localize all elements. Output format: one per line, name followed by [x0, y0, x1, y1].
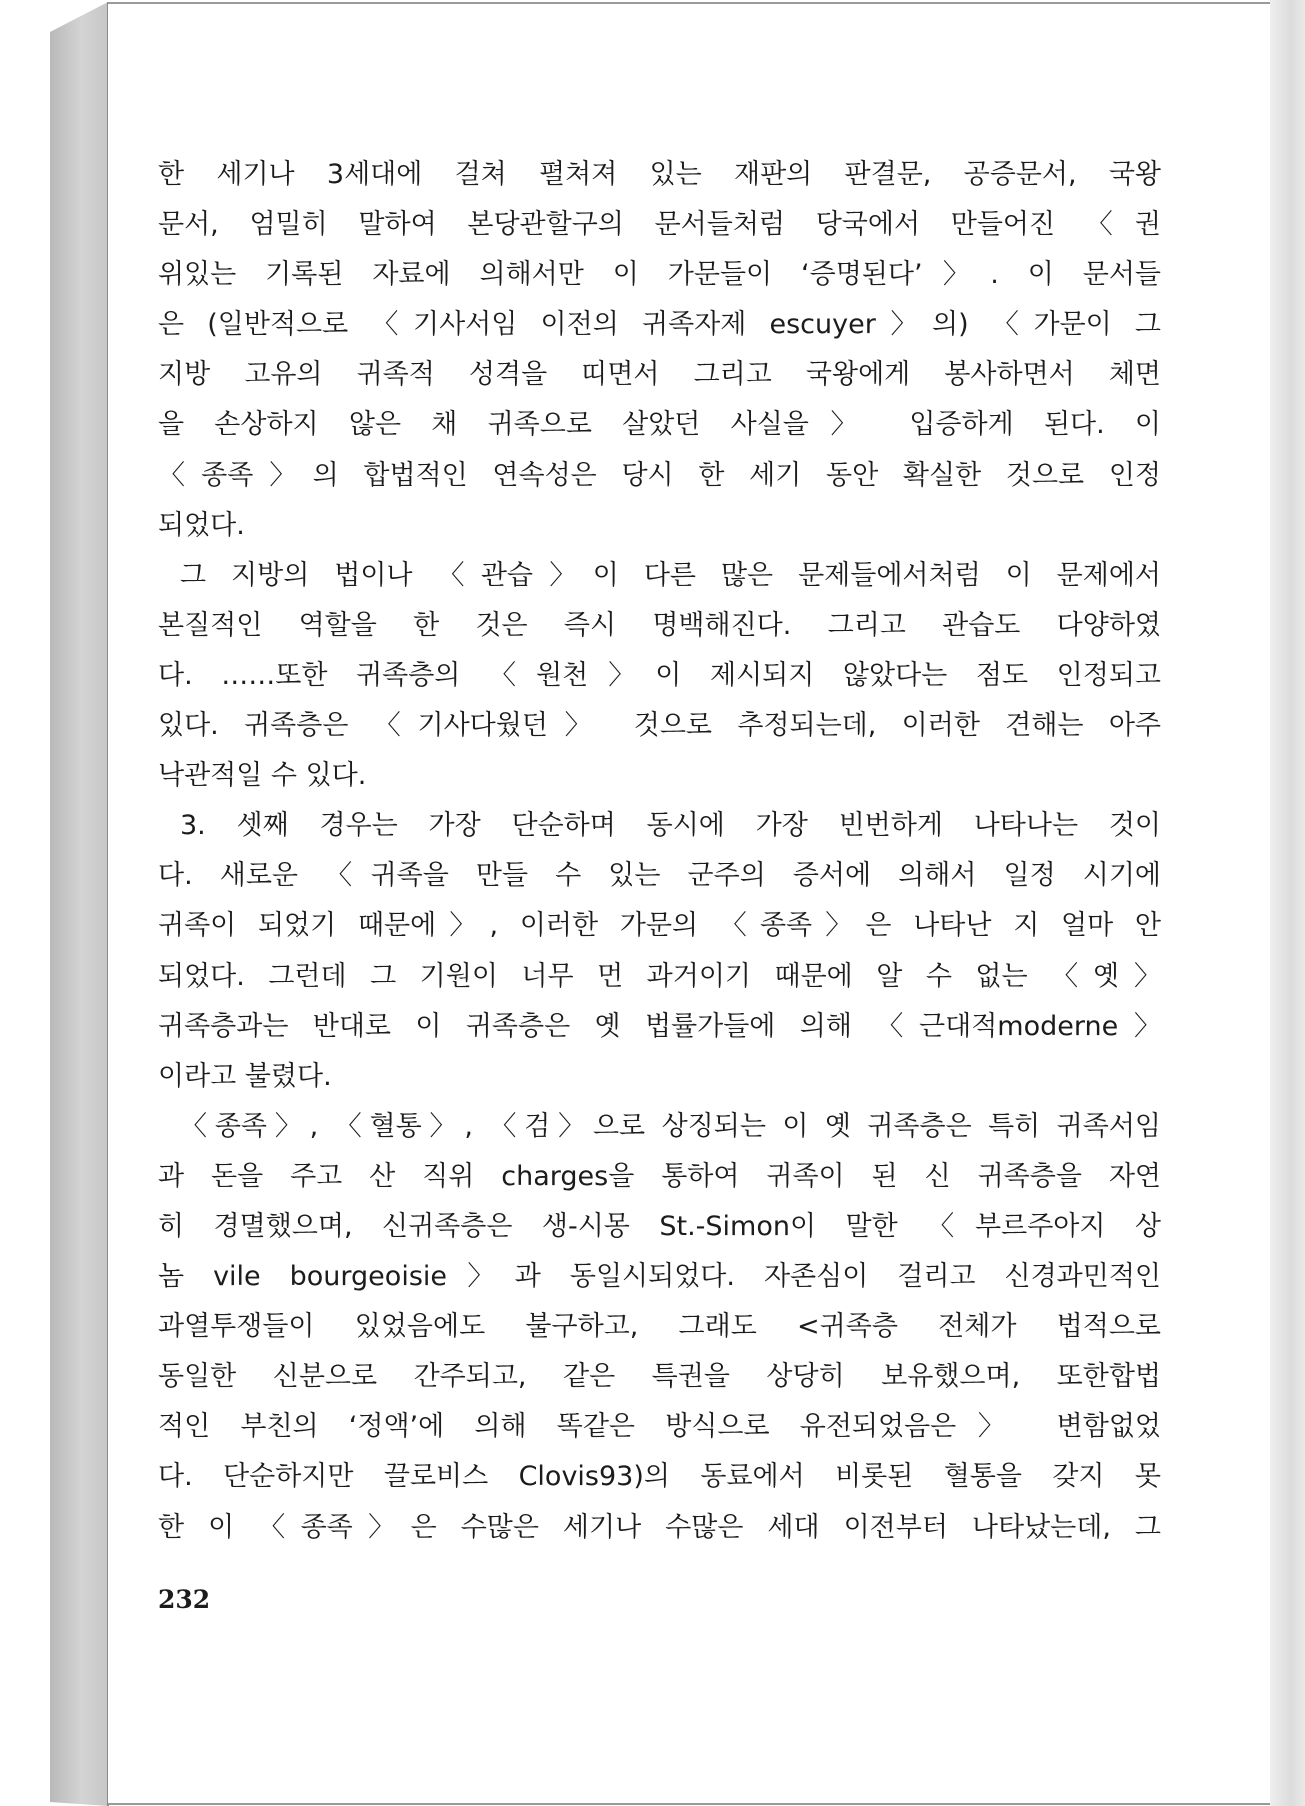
- text-line: 3. 셋째 경우는 가장 단순하며 동시에 가장 빈번하게 나타나는 것이: [180, 810, 1161, 842]
- page-bottom-border: [108, 1803, 1278, 1805]
- text-line: 문서, 엄밀히 말하여 본당관할구의 문서들처럼 당국에서 만들어진 〈권: [158, 209, 1161, 241]
- text-line: 과열투쟁들이 있었음에도 불구하고, 그래도 <귀족층 전체가 법적으로: [158, 1311, 1161, 1343]
- text-line: 은 (일반적으로 〈기사서임 이전의 귀족자제 escuyer〉의) 〈가문이 그: [158, 309, 1161, 341]
- text-line: 귀족층과는 반대로 이 귀족층은 옛 법률가들에 의해 〈근대적moderne〉: [158, 1010, 1161, 1042]
- text-line: 이라고 불렸다.: [158, 1060, 332, 1092]
- text-line: 한 세기나 3세대에 걸쳐 펼쳐져 있는 재판의 판결문, 공증문서, 국왕: [158, 159, 1161, 190]
- text-line: 〈종족〉, 〈혈통〉, 〈검〉으로 상징되는 이 옛 귀족층은 특히 귀족서임: [180, 1110, 1161, 1142]
- page-number: 232: [158, 1585, 211, 1614]
- text-line: 히 경멸했으며, 신귀족층은 생-시몽 St.-Simon이 말한 〈부르주아지 상: [158, 1210, 1161, 1242]
- text-line: 놈 vile bourgeoisie〉과 동일시되었다. 자존심이 걸리고 신경과민적인: [158, 1261, 1161, 1293]
- text-line: 위있는 기록된 자료에 의해서만 이 가문들이 ‘증명된다’〉. 이 문서들: [158, 259, 1161, 291]
- text-line: 되었다.: [158, 509, 245, 541]
- text-line: 적인 부친의 ‘정액’에 의해 똑같은 방식으로 유전되었음은〉 변함없었: [158, 1411, 1161, 1443]
- text-line: 동일한 신분으로 간주되고, 같은 특권을 상당히 보유했으며, 또한합법: [158, 1361, 1161, 1393]
- text-line: 지방 고유의 귀족적 성격을 띠면서 그리고 국왕에게 봉사하면서 체면: [158, 359, 1161, 391]
- text-line: 다. 새로운 〈귀족을 만들 수 있는 군주의 증서에 의해서 일정 시기에: [158, 860, 1161, 892]
- text-line: 을 손상하지 않은 채 귀족으로 살았던 사실을〉 입증하게 된다. 이: [158, 409, 1161, 441]
- text-line: 한 이 〈종족〉은 수많은 세기나 수많은 세대 이전부터 나타났는데, 그: [158, 1511, 1161, 1543]
- text-line: 귀족이 되었기 때문에〉, 이러한 가문의 〈종족〉은 나타난 지 얼마 안: [158, 910, 1161, 942]
- text-line: 그 지방의 법이나 〈관습〉이 다른 많은 문제들에서처럼 이 문제에서: [180, 559, 1161, 591]
- text-line: 본질적인 역할을 한 것은 즉시 명백해진다. 그리고 관습도 다양하였: [158, 609, 1161, 641]
- text-line: 낙관적일 수 있다.: [158, 760, 367, 792]
- book-spine-edge: [50, 2, 108, 1806]
- text-line: 다. 단순하지만 끌로비스 Clovis93)의 동료에서 비롯된 혈통을 갖지 못: [158, 1461, 1161, 1493]
- text-line: 〈종족〉의 합법적인 연속성은 당시 한 세기 동안 확실한 것으로 인정: [158, 459, 1161, 491]
- text-line: 다. ……또한 귀족층의 〈원천〉이 제시되지 않았다는 점도 인정되고: [158, 659, 1161, 691]
- body-text: [158, 150, 1161, 1553]
- text-line: 되었다. 그런데 그 기원이 너무 먼 과거이기 때문에 알 수 없는 〈옛〉: [158, 960, 1161, 992]
- text-line: 있다. 귀족층은 〈기사다웠던〉 것으로 추정되는데, 이러한 견해는 아주: [158, 710, 1161, 742]
- text-line: 과 돈을 주고 산 직위 charges을 통하여 귀족이 된 신 귀족층을 자연: [158, 1160, 1161, 1192]
- page-right-shadow: [1270, 0, 1305, 1806]
